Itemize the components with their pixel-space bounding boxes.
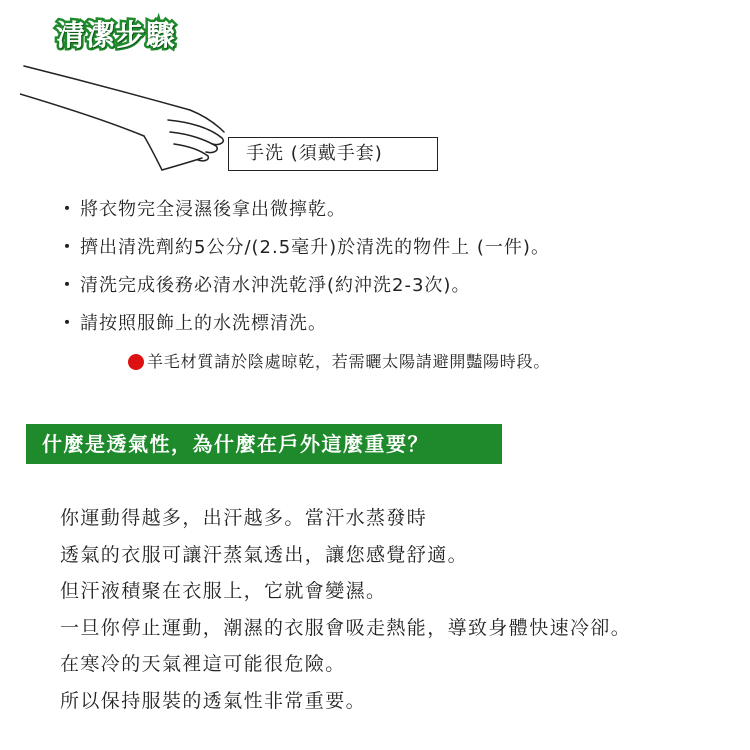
breathability-banner: 什麼是透氣性，為什麼在戶外這麼重要？ [26, 424, 502, 464]
wool-care-note [128, 350, 550, 374]
bullet-icon: ・ [58, 237, 77, 258]
paragraph-line: 透氣的衣服可讓汗蒸氣透出，讓您感覺舒適。 [60, 543, 469, 566]
note-text: 羊毛材質請於陰處晾乾，若需曬太陽請避開豔陽時段。 [147, 352, 551, 371]
list-item [58, 305, 550, 343]
paragraph-line: 所以保持服裝的透氣性非常重要。 [60, 689, 367, 712]
paragraph-line: 但汗液積聚在衣服上，它就會變濕。 [60, 580, 387, 602]
hand-icon [20, 62, 250, 182]
bullet-icon: ・ [58, 199, 77, 220]
paragraph-line: 一旦你停止運動，潮濕的衣服會吸走熱能，導致身體快速冷卻。 [60, 616, 632, 639]
step-text: 請按照服飾上的水洗標清洗。 [80, 313, 327, 334]
cleaning-steps-list [58, 191, 550, 343]
step-text: 清洗完成後務必清水沖洗乾淨(約沖洗2-3次)。 [80, 275, 471, 296]
page-title: 清潔步驟 [56, 18, 177, 52]
breathability-paragraph [60, 500, 631, 719]
paragraph-line: 在寒冷的天氣裡這可能很危險。 [60, 653, 346, 675]
list-item [58, 267, 550, 305]
list-item [58, 191, 550, 229]
paragraph-line: 你運動得越多，出汗越多。當汗水蒸發時 [60, 507, 428, 529]
hand-wash-label: 手洗 (須戴手套) [228, 137, 438, 171]
step-text: 將衣物完全浸濕後拿出微擰乾。 [80, 199, 346, 220]
bullet-icon: ・ [58, 313, 77, 334]
step-text: 擠出清洗劑約5公分/(2.5毫升)於清洗的物件上 (一件)。 [80, 237, 550, 258]
list-item [58, 229, 550, 267]
red-dot-icon [128, 354, 144, 370]
bullet-icon: ・ [58, 275, 77, 296]
